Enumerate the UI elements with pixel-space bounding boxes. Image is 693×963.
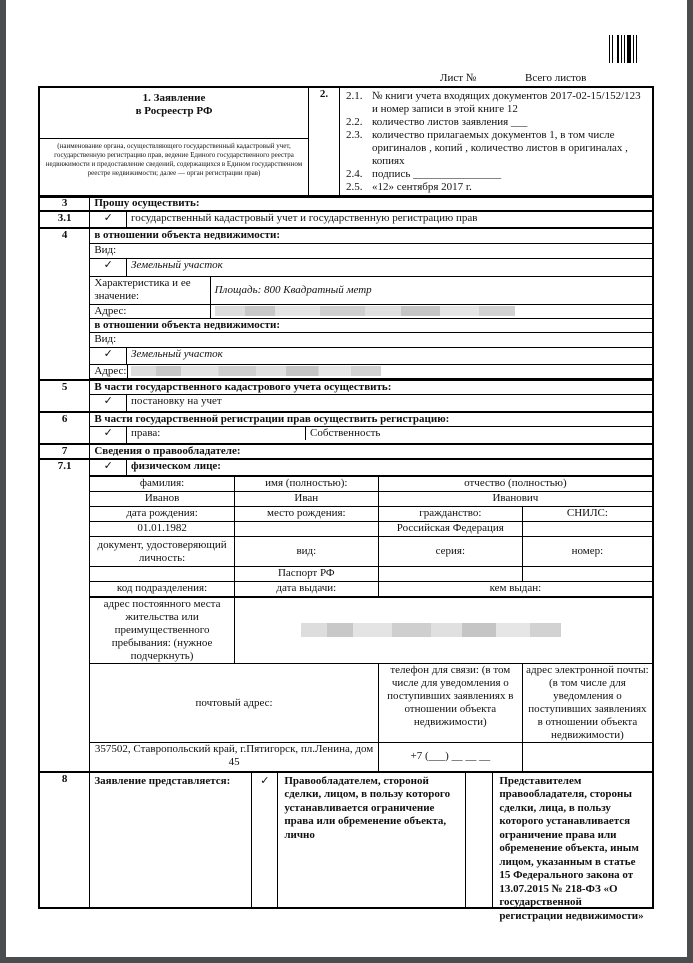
postal-address-value: 357502, Ставропольский край, г.Пятигорск, пл.Ленина, дом 45 [90,743,378,771]
name-label: имя (полностью): [234,477,378,492]
id-document-label: документ, удостоверяющий личность: [90,537,234,567]
signature-field: 2.4. подпись ________________ [346,168,502,180]
section-5-number: 5 [39,380,90,412]
section-6-number: 6 [39,412,90,444]
section-7-title: Сведения о правообладателе: [90,444,653,459]
option-personally: Правообладателем, стороной сделки, лицом, в пользу которого устанавливается ограничение права или обременение объекта, лично [278,773,466,907]
total-sheets-label: Всего листов [525,72,587,84]
checkbox-rights[interactable]: ✓ [90,427,127,444]
email-label: адрес электронной почты: (в том числе для уведомления о поступивших заявлениях в отношении объекта недвижимости) [522,664,652,743]
doc-series-label: серия: [378,537,522,567]
section-5-title: В части государственного кадастрового учета осуществить: [90,380,653,395]
object-kind-label: Вид: [90,243,653,258]
birthplace-label: место рождения: [234,507,378,522]
division-code-label: код подразделения: [90,582,234,597]
characteristic-label: Характеристика и ее значение: [90,276,210,304]
doc-kind-label: вид: [234,537,378,567]
section-7-number: 7 [39,444,90,459]
recipient-name: в Росреестр РФ [135,105,213,117]
snils-label: СНИЛС: [522,507,652,522]
section-8-title: Заявление представляется: [90,773,252,907]
phone-value[interactable]: +7 (___) __ __ __ [378,743,522,771]
checkbox-land-plot-2[interactable]: ✓ [90,347,127,364]
doc-number-label: номер: [522,537,652,567]
phone-label: телефон для связи: (в том числе для уведомления о поступивших заявлениях в отношении объекта недвижимости) [378,664,522,743]
issued-by-label: кем выдан: [378,582,652,597]
section-4-number: 4 [39,228,90,380]
section-8-number: 8 [39,772,90,908]
object-kind-label-2: Вид: [90,332,653,347]
barcode-icon [609,35,639,63]
section-3-number: 3 [39,196,90,211]
rights-value: Собственность [310,427,381,439]
section-6-title: В части государственной регистрации прав осуществить регистрацию: [90,412,653,427]
address-label-2: Адрес: [94,364,127,377]
snils-value [522,522,652,537]
checkbox-cadastral-registration[interactable]: ✓ [90,211,127,228]
registration-info [340,87,654,197]
section-4-title-2: в отношении объекта недвижимости: [90,318,653,332]
citizenship-value: Российская Федерация [378,522,522,537]
date-field: 2.5. «12» сентября 2017 г. [346,181,472,193]
checkbox-individual[interactable]: ✓ [90,459,127,476]
address-label: Адрес: [90,304,210,318]
option-representative: Представителем правообладателя, стороны сделки, лица, в пользу которого устанавливается ограничение права или обременение объекта, иным лицом, указанным в статье 15 Федерального закона от 13.07.2015 № 218-ФЗ «О государственной регистрации недвижимости» [499,774,644,922]
email-value[interactable] [522,743,652,771]
section-2-number: 2. [309,87,340,197]
birthdate-value: 01.01.1982 [90,522,234,537]
address-value-2-redacted [131,366,381,376]
person-table [90,476,652,771]
recipient-note: (наименование органа, осуществляющего государственный кадастровый учет, государственную регистрацию прав, ведение Единого государственного реестра недвижимости и предоставление сведений, содержащихся в Едином государственном реестре недвижимости; далее — орган регистрации прав) [40,138,308,178]
recipient-cell [39,87,309,197]
info-item: 2.3. количество прилагаемых документов 1, в том числе оригиналов , копий , количество листов в оригиналах , копиях [346,129,628,167]
address-value-redacted [210,304,653,318]
residence-address-label: адрес постоянного места жительства или преимущественного пребывания: (нужное подчеркнуть) [90,597,234,664]
checkbox-registration[interactable]: ✓ [90,395,127,412]
address-row-2 [90,364,653,378]
patronymic-label: отчество (полностью) [378,477,652,492]
checkbox-land-plot[interactable]: ✓ [90,258,127,276]
residence-address-redacted [234,597,652,664]
section-3-1-number: 3.1 [39,211,90,228]
citizenship-label: гражданство: [378,507,522,522]
surname-label: фамилия: [90,477,234,492]
name-value: Иван [234,492,378,507]
id-document-empty [90,567,234,582]
section-7-1-title: физическом лице: [127,459,653,476]
birthdate-label: дата рождения: [90,507,234,522]
doc-series-value [378,567,522,582]
section-4-title: в отношении объекта недвижимости: [90,228,653,243]
patronymic-value: Иванович [378,492,652,507]
info-item: 2.1. № книги учета входящих документов 2017-02-15/152/123 и номер записи в этой книге 12 [346,90,641,115]
info-item: 2.2. количество листов заявления ___ [346,116,528,128]
sheet-number-label: Лист № [440,72,477,84]
checkbox-applicant-representative[interactable] [466,773,493,907]
doc-number-value [522,567,652,582]
application-title: 1. Заявление [142,92,206,104]
section-7-1-number: 7.1 [39,459,90,772]
rights-label: права: [127,427,306,440]
section-3-title: Прошу осуществить: [90,196,653,211]
doc-kind-value: Паспорт РФ [234,567,378,582]
person-details [90,476,653,772]
object-kind-value: Земельный участок [127,258,653,276]
application-table [38,195,654,922]
postal-address-label: почтовый адрес: [90,664,378,743]
object-kind-value-2: Земельный участок [127,347,653,364]
checkbox-applicant-personally[interactable]: ✓ [252,773,278,907]
header-table [38,86,654,198]
document-page [6,0,687,957]
characteristic-value: Площадь: 800 Квадратный метр [210,276,653,304]
section-3-1-text: государственный кадастровый учет и государственную регистрацию прав [127,211,653,228]
issue-date-label: дата выдачи: [234,582,378,597]
surname-value: Иванов [90,492,234,507]
birthplace-value [234,522,378,537]
section-5-value: постановку на учет [127,395,653,412]
